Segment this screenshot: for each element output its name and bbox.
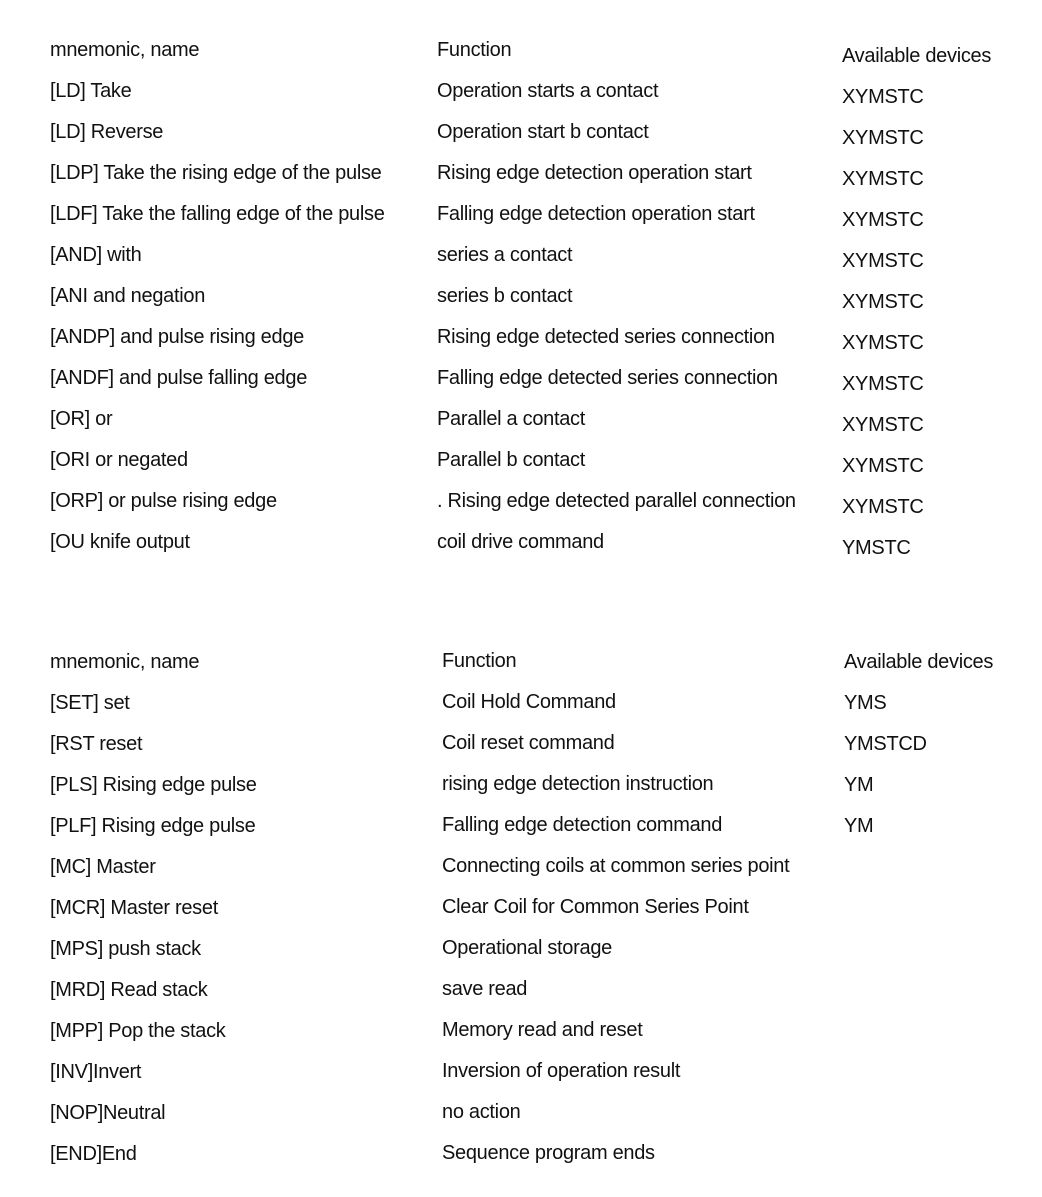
header-mnemonic: mnemonic, name — [50, 39, 200, 61]
cell-function: Operation starts a contact — [437, 80, 659, 102]
cell-devices: XYMSTC — [842, 209, 924, 231]
cell-mnemonic: [RST reset — [50, 733, 143, 755]
cell-mnemonic: [AND] with — [50, 244, 142, 266]
cell-mnemonic: [MCR] Master reset — [50, 897, 218, 919]
cell-function: coil drive command — [437, 531, 604, 553]
cell-mnemonic: [ANDP] and pulse rising edge — [50, 326, 304, 348]
table-header-row — [0, 33, 1042, 74]
cell-function: series b contact — [437, 285, 573, 307]
header-mnemonic: mnemonic, name — [50, 651, 200, 673]
cell-devices: YM — [844, 774, 874, 796]
cell-function: Coil Hold Command — [442, 691, 616, 713]
table-row — [0, 74, 1042, 115]
cell-mnemonic: [ANI and negation — [50, 285, 206, 307]
table-row — [0, 808, 1042, 849]
table-row — [0, 1095, 1042, 1136]
cell-function: Operation start b contact — [437, 121, 649, 143]
cell-function: Inversion of operation result — [442, 1060, 681, 1082]
table-row — [0, 402, 1042, 443]
cell-mnemonic: [OU knife output — [50, 531, 190, 553]
cell-function: Sequence program ends — [442, 1142, 655, 1164]
cell-mnemonic: [ANDF] and pulse falling edge — [50, 367, 308, 389]
instruction-table-control — [0, 644, 1042, 1177]
cell-function: no action — [442, 1101, 521, 1123]
table-row — [0, 361, 1042, 402]
cell-devices: XYMSTC — [842, 455, 924, 477]
table-row — [0, 849, 1042, 890]
table-row — [0, 279, 1042, 320]
cell-mnemonic: [INV]Invert — [50, 1061, 142, 1083]
cell-function: Falling edge detected series connection — [437, 367, 778, 389]
cell-mnemonic: [PLS] Rising edge pulse — [50, 774, 257, 796]
cell-function: Coil reset command — [442, 732, 615, 754]
cell-function: Rising edge detected series connection — [437, 326, 775, 348]
header-devices: Available devices — [844, 651, 994, 673]
cell-devices: XYMSTC — [842, 168, 924, 190]
table-row — [0, 443, 1042, 484]
cell-mnemonic: [LDF] Take the falling edge of the pulse — [50, 203, 385, 225]
instruction-table-basic — [0, 33, 1042, 566]
cell-devices: XYMSTC — [842, 373, 924, 395]
cell-function: Parallel b contact — [437, 449, 586, 471]
cell-mnemonic: [ORI or negated — [50, 449, 188, 471]
cell-devices: XYMSTC — [842, 291, 924, 313]
cell-mnemonic: [OR] or — [50, 408, 113, 430]
table-row — [0, 1136, 1042, 1177]
cell-devices: XYMSTC — [842, 414, 924, 436]
cell-mnemonic: [NOP]Neutral — [50, 1102, 166, 1124]
table-row — [0, 1013, 1042, 1054]
table-row — [0, 156, 1042, 197]
table-row — [0, 484, 1042, 525]
cell-devices: YMSTC — [842, 537, 911, 559]
table-row — [0, 525, 1042, 566]
cell-mnemonic: [PLF] Rising edge pulse — [50, 815, 256, 837]
cell-mnemonic: [LDP] Take the rising edge of the pulse — [50, 162, 382, 184]
cell-function: Operational storage — [442, 937, 612, 959]
table-row — [0, 238, 1042, 279]
cell-mnemonic: [MC] Master — [50, 856, 156, 878]
cell-function: series a contact — [437, 244, 573, 266]
cell-devices: XYMSTC — [842, 127, 924, 149]
cell-function: . Rising edge detected parallel connection — [437, 490, 796, 512]
cell-mnemonic: [ORP] or pulse rising edge — [50, 490, 277, 512]
header-function: Function — [442, 650, 517, 672]
table-row — [0, 767, 1042, 808]
cell-devices: XYMSTC — [842, 332, 924, 354]
cell-function: Parallel a contact — [437, 408, 586, 430]
cell-function: save read — [442, 978, 528, 1000]
table-row — [0, 685, 1042, 726]
cell-mnemonic: [SET] set — [50, 692, 130, 714]
table-header-row — [0, 644, 1042, 685]
table-row — [0, 197, 1042, 238]
table-row — [0, 320, 1042, 361]
table-row — [0, 972, 1042, 1013]
cell-function: Memory read and reset — [442, 1019, 643, 1041]
cell-mnemonic: [LD] Take — [50, 80, 132, 102]
cell-devices: XYMSTC — [842, 86, 924, 108]
table-row — [0, 726, 1042, 767]
cell-function: Clear Coil for Common Series Point — [442, 896, 749, 918]
cell-function: rising edge detection instruction — [442, 773, 714, 795]
cell-function: Connecting coils at common series point — [442, 855, 790, 877]
cell-mnemonic: [MRD] Read stack — [50, 979, 208, 1001]
table-row — [0, 931, 1042, 972]
cell-function: Falling edge detection operation start — [437, 203, 755, 225]
cell-devices: XYMSTC — [842, 496, 924, 518]
cell-devices: YMSTCD — [844, 733, 927, 755]
cell-devices: XYMSTC — [842, 250, 924, 272]
header-devices: Available devices — [842, 45, 992, 67]
cell-function: Rising edge detection operation start — [437, 162, 752, 184]
header-function: Function — [437, 39, 512, 61]
cell-mnemonic: [LD] Reverse — [50, 121, 164, 143]
cell-mnemonic: [MPS] push stack — [50, 938, 201, 960]
cell-mnemonic: [MPP] Pop the stack — [50, 1020, 226, 1042]
cell-devices: YMS — [844, 692, 887, 714]
table-row — [0, 890, 1042, 931]
cell-function: Falling edge detection command — [442, 814, 723, 836]
table-row — [0, 1054, 1042, 1095]
cell-devices: YM — [844, 815, 874, 837]
cell-mnemonic: [END]End — [50, 1143, 137, 1165]
table-row — [0, 115, 1042, 156]
